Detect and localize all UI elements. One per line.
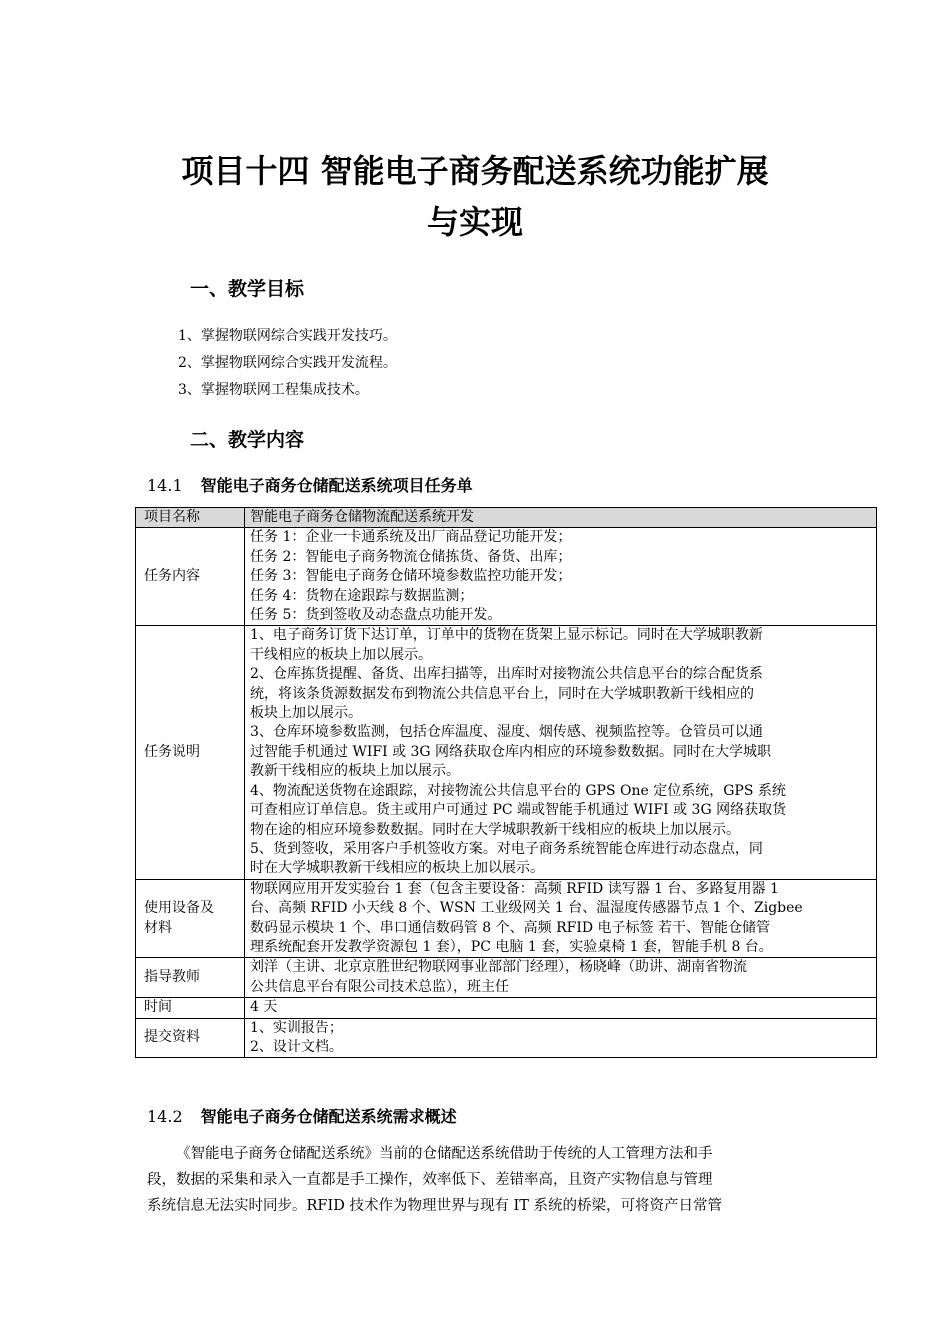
table-row-project-name (136, 508, 877, 528)
table-value-cell (245, 1018, 877, 1058)
table-label-cell: 时间 (136, 998, 245, 1018)
table-label-cell: 提交资料 (136, 1018, 245, 1058)
task-content-line: 任务 1：企业一卡通系统及出厂商品登记功能开发； (250, 529, 572, 546)
task-desc-line: 5、货到签收，采用客户手机签收方案。对电子商务系统智能仓库进行动态盘点，同 (250, 840, 763, 857)
table-value-cell (245, 528, 877, 626)
task-desc-line: 过智能手机通过 WIFI 或 3G 网络获取仓库内相应的环境参数数据。同时在大学城职 (250, 743, 772, 760)
task-content-line: 任务 2：智能电子商务物流仓储拣货、备货、出库； (250, 548, 572, 565)
task-content-line: 任务 5：货到签收及动态盘点功能开发。 (250, 607, 502, 624)
goal-item-3: 3、掌握物联网工程集成技术。 (178, 382, 369, 398)
table-row-submit (136, 1018, 877, 1058)
task-desc-line: 物在途的相应环境参数数据。同时在大学城职教新干线相应的板块上加以展示。 (250, 821, 740, 838)
subsection-heading-14-2 (147, 1106, 457, 1128)
task-desc-line: 板块上加以展示。 (250, 705, 362, 722)
equipment-line: 理系统配套开发教学资源包 1 套），PC 电脑 1 套，实验桌椅 1 套，智能手机 8 台。 (250, 938, 773, 955)
table-label-cell: 任务说明 (136, 626, 245, 879)
equipment-line: 物联网应用开发实验台 1 套（包含主要设备：高频 RFID 读写器 1 台、多路复用器 1 (250, 880, 779, 897)
subsection-title: 智能电子商务仓储配送系统需求概述 (200, 1107, 457, 1126)
table-row-teacher (136, 958, 877, 998)
task-desc-line: 4、物流配送货物在途跟踪，对接物流公共信息平台的 GPS One 定位系统，GPS 系统 (250, 782, 786, 799)
subsection-number: 14.1 (147, 476, 183, 495)
paragraph-line: 段，数据的采集和录入一直都是手工操作，效率低下、差错率高，且资产实物信息与管理 (147, 1172, 713, 1188)
task-sheet-table (135, 507, 877, 1058)
table-label-cell: 项目名称 (136, 508, 245, 528)
section-heading-teaching-content: 二、教学内容 (190, 429, 305, 451)
table-label-cell: 指导教师 (136, 958, 245, 998)
equipment-label-line: 使用设备及 (144, 900, 214, 917)
paragraph-line: 系统信息无法实时同步。RFID 技术作为物理世界与现有 IT 系统的桥梁，可将资产日常管 (147, 1198, 723, 1214)
table-label-cell: 任务内容 (136, 528, 245, 626)
task-desc-line: 教新干线相应的板块上加以展示。 (250, 763, 460, 780)
task-desc-line: 2、仓库拣货提醒、备货、出库扫描等，出库时对接物流公共信息平台的综合配货系 (250, 666, 763, 683)
document-title-line-2: 与实现 (426, 203, 523, 241)
teacher-line: 刘洋（主讲、北京京胜世纪物联网事业部部门经理），杨晓峰（助讲、湖南省物流 (250, 959, 747, 976)
table-value-cell (245, 879, 877, 958)
task-desc-line: 可查相应订单信息。货主或用户可通过 PC 端或智能手机通过 WIFI 或 3G 网络获取货 (250, 802, 787, 819)
document-title-line-1: 项目十四 智能电子商务配送系统功能扩展 (181, 152, 769, 190)
subsection-heading-14-1 (147, 475, 473, 497)
equipment-label-line: 材料 (144, 919, 172, 936)
task-content-line: 任务 4：货物在途跟踪与数据监测； (250, 587, 474, 604)
subsection-title: 智能电子商务仓储配送系统项目任务单 (200, 476, 473, 495)
table-value-cell (245, 626, 877, 879)
equipment-line: 数码显示模块 1 个、串口通信数码管 8 个、高频 RFID 电子标签 若干、智能仓储管 (250, 919, 770, 936)
submit-line: 2、设计文档。 (250, 1038, 343, 1055)
section-heading-teaching-goals: 一、教学目标 (190, 278, 305, 300)
table-value-cell (245, 958, 877, 998)
goal-item-1: 1、掌握物联网综合实践开发技巧。 (178, 328, 397, 344)
body-paragraph (147, 1141, 807, 1219)
submit-line: 1、实训报告； (250, 1019, 343, 1036)
table-row-task-description (136, 626, 877, 879)
subsection-number: 14.2 (147, 1107, 183, 1126)
paragraph-line: 《智能电子商务仓储配送系统》当前的仓储配送系统借助于传统的人工管理方法和手 (176, 1146, 713, 1162)
task-desc-line: 统，将该条货源数据发布到物流公共信息平台上，同时在大学城职教新干线相应的 (250, 685, 754, 702)
table-row-equipment (136, 879, 877, 958)
task-desc-line: 3、仓库环境参数监测，包括仓库温度、湿度、烟传感、视频监控等。仓管员可以通 (250, 724, 763, 741)
table-row-time (136, 998, 877, 1018)
table-value-cell: 智能电子商务仓储物流配送系统开发 (245, 508, 877, 528)
table-row-task-content (136, 528, 877, 626)
task-desc-line: 时在大学城职教新干线相应的板块上加以展示。 (250, 860, 544, 877)
table-label-cell (136, 879, 245, 958)
task-content-line: 任务 3：智能电子商务仓储环境参数监控功能开发； (250, 568, 572, 585)
goal-item-2: 2、掌握物联网综合实践开发流程。 (178, 355, 397, 371)
table-value-cell: 4 天 (245, 998, 877, 1018)
task-desc-line: 1、电子商务订货下达订单，订单中的货物在货架上显示标记。同时在大学城职教新 (250, 627, 763, 644)
equipment-line: 台、高频 RFID 小天线 8 个、WSN 工业级网关 1 台、温湿度传感器节点 1 个、Zigbee (250, 900, 803, 917)
task-desc-line: 干线相应的板块上加以展示。 (250, 646, 432, 663)
teacher-line: 公共信息平台有限公司技术总监），班主任 (250, 978, 509, 995)
